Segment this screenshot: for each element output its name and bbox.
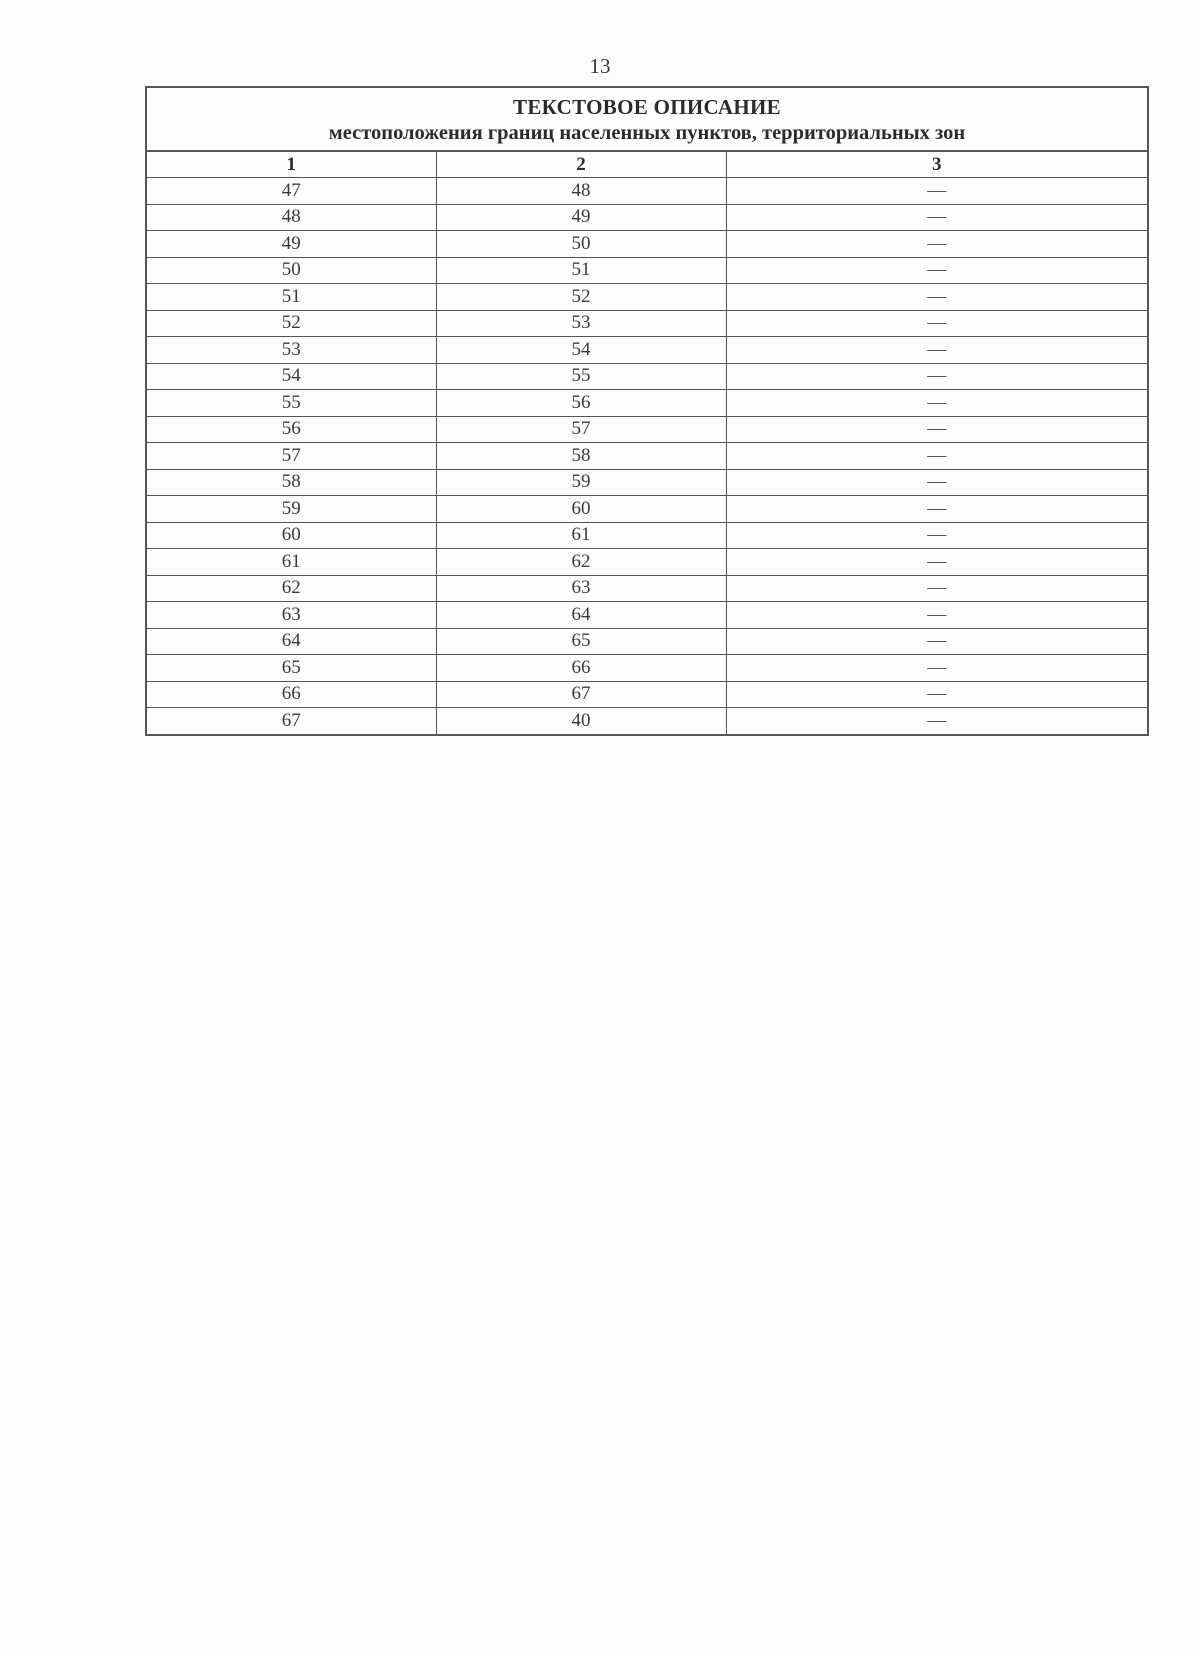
table-cell-col2: 64: [436, 602, 726, 629]
table-cell-col1: 61: [146, 549, 436, 576]
column-header-1: 1: [146, 151, 436, 178]
table-cell-col3: —: [726, 549, 1148, 576]
table-row: [146, 522, 1148, 549]
table-cell-col2: 63: [436, 575, 726, 602]
table-cell-col2: 65: [436, 628, 726, 655]
boundary-description-table: [145, 86, 1149, 736]
table-cell-col2: 50: [436, 231, 726, 258]
table-cell-col2: 52: [436, 284, 726, 311]
table-cell-col1: 60: [146, 522, 436, 549]
table-cell-col1: 50: [146, 257, 436, 284]
table-cell-col1: 67: [146, 708, 436, 735]
table-cell-col1: 55: [146, 390, 436, 417]
table-cell-col1: 49: [146, 231, 436, 258]
table-cell-col1: 63: [146, 602, 436, 629]
table-header-row: [146, 151, 1148, 178]
table-cell-col2: 48: [436, 178, 726, 205]
table-cell-col1: 57: [146, 443, 436, 470]
table-subtitle: местоположения границ населенных пунктов, территориальных зон: [328, 122, 966, 144]
table-title-row: [146, 87, 1148, 151]
table-cell-col1: 56: [146, 416, 436, 443]
table-cell-col1: 59: [146, 496, 436, 523]
table-row: [146, 231, 1148, 258]
column-header-3: 3: [726, 151, 1148, 178]
table-cell-col2: 62: [436, 549, 726, 576]
table-cell-col2: 40: [436, 708, 726, 735]
table-cell-col1: 66: [146, 681, 436, 708]
table-row: [146, 204, 1148, 231]
table-row: [146, 469, 1148, 496]
table-cell-col2: 59: [436, 469, 726, 496]
table-cell-col3: —: [726, 522, 1148, 549]
table-cell-col3: —: [726, 204, 1148, 231]
table-cell-col2: 49: [436, 204, 726, 231]
table-row: [146, 257, 1148, 284]
table-cell-col3: —: [726, 257, 1148, 284]
table-cell-col1: 52: [146, 310, 436, 337]
page-number: 13: [589, 54, 611, 78]
table-row: [146, 708, 1148, 735]
table-row: [146, 390, 1148, 417]
column-header-2: 2: [436, 151, 726, 178]
table-body: [146, 178, 1148, 735]
table-cell-col3: —: [726, 416, 1148, 443]
table-cell-col1: 64: [146, 628, 436, 655]
table-row: [146, 549, 1148, 576]
table-cell-col3: —: [726, 390, 1148, 417]
table-row: [146, 310, 1148, 337]
table-cell-col2: 67: [436, 681, 726, 708]
table-cell-col3: —: [726, 681, 1148, 708]
table-row: [146, 496, 1148, 523]
table-row: [146, 575, 1148, 602]
table-cell-col2: 51: [436, 257, 726, 284]
table-cell-col3: —: [726, 496, 1148, 523]
table-cell-col2: 60: [436, 496, 726, 523]
table-cell-col3: —: [726, 469, 1148, 496]
table-cell-col3: —: [726, 284, 1148, 311]
table-row: [146, 443, 1148, 470]
table-cell-col3: —: [726, 310, 1148, 337]
table-row: [146, 416, 1148, 443]
table-cell-col1: 62: [146, 575, 436, 602]
table-cell-col2: 53: [436, 310, 726, 337]
table-row: [146, 655, 1148, 682]
table-cell-col3: —: [726, 363, 1148, 390]
table-cell-col1: 65: [146, 655, 436, 682]
table-cell-col3: —: [726, 628, 1148, 655]
table-title: ТЕКСТОВОЕ ОПИСАНИЕ: [513, 95, 781, 119]
table-cell-col1: 53: [146, 337, 436, 364]
table-row: [146, 178, 1148, 205]
table-cell-col3: —: [726, 178, 1148, 205]
table-cell-col3: —: [726, 443, 1148, 470]
table-cell-col3: —: [726, 708, 1148, 735]
table-cell-col3: —: [726, 602, 1148, 629]
table-cell-col3: —: [726, 337, 1148, 364]
table-row: [146, 602, 1148, 629]
table-cell-col1: 47: [146, 178, 436, 205]
table-cell-col3: —: [726, 655, 1148, 682]
table-cell-col2: 61: [436, 522, 726, 549]
table-row: [146, 681, 1148, 708]
table-cell-col2: 57: [436, 416, 726, 443]
table-cell-col2: 56: [436, 390, 726, 417]
table-row: [146, 284, 1148, 311]
table-title-cell: [146, 87, 1148, 151]
table-cell-col3: —: [726, 231, 1148, 258]
table-cell-col1: 54: [146, 363, 436, 390]
table-cell-col3: —: [726, 575, 1148, 602]
table-cell-col2: 54: [436, 337, 726, 364]
table-cell-col2: 66: [436, 655, 726, 682]
table-row: [146, 363, 1148, 390]
table-cell-col2: 58: [436, 443, 726, 470]
table-cell-col1: 48: [146, 204, 436, 231]
table-cell-col2: 55: [436, 363, 726, 390]
table-cell-col1: 58: [146, 469, 436, 496]
table-row: [146, 628, 1148, 655]
table-row: [146, 337, 1148, 364]
table-cell-col1: 51: [146, 284, 436, 311]
